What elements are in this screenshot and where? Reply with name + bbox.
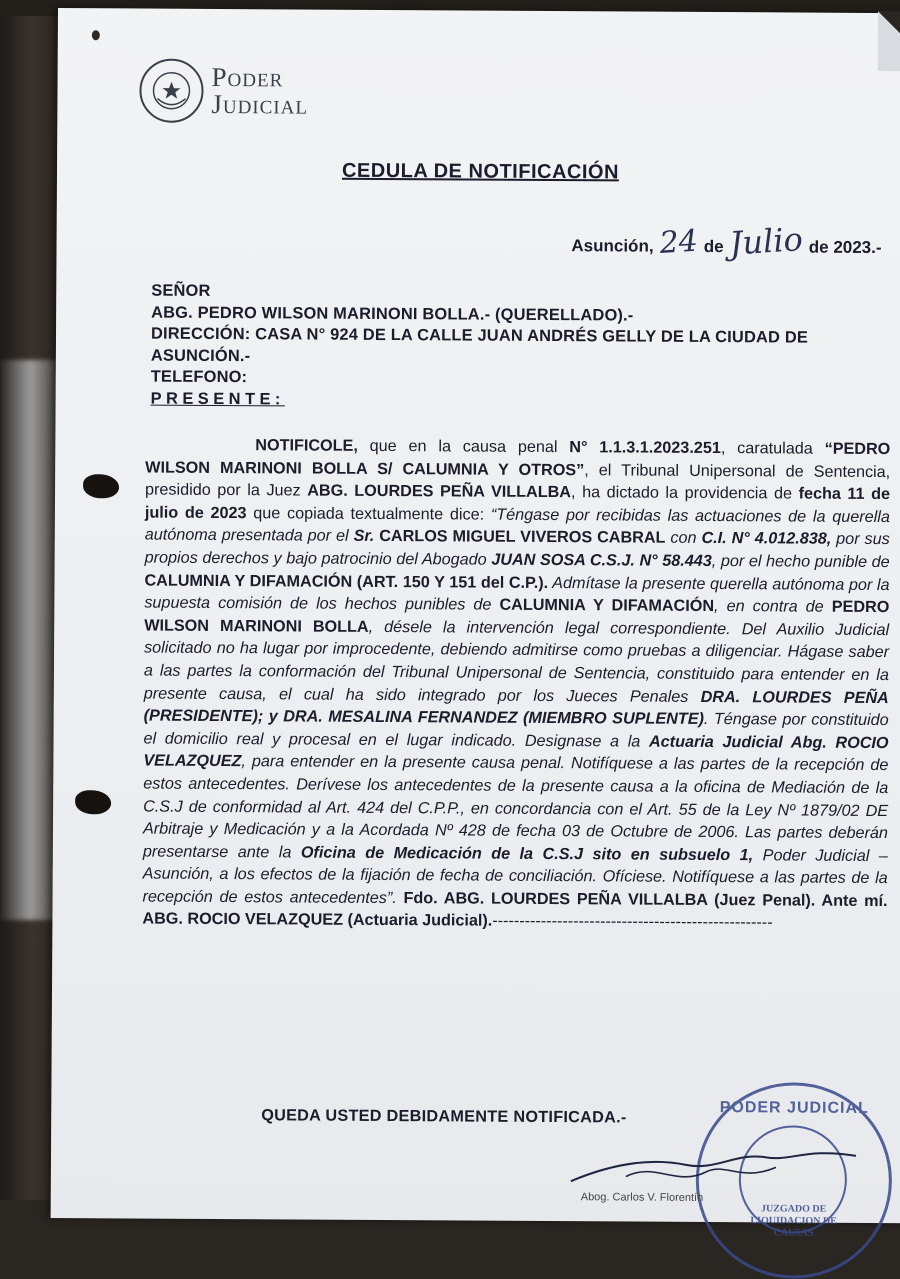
body-segment: CALUMNIA Y DIFAMACIÓN: [499, 595, 715, 616]
body-segment: Admítase la presente querella autónoma por la supuesta comisión de los hechos punibles de: [144, 573, 890, 614]
body-segment: PEDRO WILSON MARINONI BOLLA: [144, 597, 890, 636]
punch-hole: [75, 790, 111, 814]
addressee-presente: PRESENTE:: [150, 389, 285, 408]
document-sheet: [51, 8, 900, 1239]
body-segment: Sr.: [353, 527, 375, 546]
body-segment: CALUMNIA Y DIFAMACIÓN (ART. 150 Y 151 del C.P.).: [144, 571, 549, 592]
body-segment: Actuaria Judicial Abg. ROCIO VELAZQUEZ: [143, 732, 889, 771]
body-segment: NOTIFICOLE,: [255, 436, 358, 455]
body-segment: ABG. LOURDES PEÑA VILLALBA: [307, 481, 572, 502]
addressee-block: [151, 281, 892, 415]
addressee-salutation: SEÑOR: [151, 281, 211, 300]
closing-notice: QUEDA USTED DEBIDAMENTE NOTIFICADA.-: [261, 1106, 627, 1127]
body-segment: “PEDRO WILSON MARINONI BOLLA S/ CALUMNIA Y OTROS”: [145, 439, 891, 479]
stamp-bottom-text: JUZGADO DE LIQUIDACION DE CAUSAS: [750, 1203, 837, 1239]
handwritten-signature: [566, 1136, 866, 1198]
logo-line-2: Judicial: [211, 88, 309, 120]
date-city: Asunción,: [571, 236, 654, 256]
document-title: CEDULA DE NOTIFICACIÓN: [341, 159, 619, 184]
body-segment: N° 1.1.3.1.2023.251: [569, 438, 721, 458]
body-segment: Fdo. ABG. LOURDES PEÑA VILLALBA (Juez Penal). Ante mí. ABG. ROCIO VELAZQUEZ (Actuaria Judicial).: [142, 888, 888, 931]
body-segment: JUAN SOSA C.S.J. N° 58.443: [491, 550, 712, 570]
addressee-address: DIRECCIÓN: CASA N° 924 DE LA CALLE JUAN ANDRÉS GELLY DE LA CIUDAD DE ASUNCIÓN.-: [150, 324, 809, 365]
body-segment: fecha 11 de julio de 2023: [144, 484, 891, 522]
body-segment: , caratulada: [720, 439, 825, 458]
body-segment: “Téngase por recibidas las actuaciones de la querella autónoma presentada por el: [144, 505, 890, 546]
date-day-handwritten: 24: [658, 223, 699, 261]
notification-body: [142, 434, 890, 936]
folded-corner: [878, 11, 900, 71]
body-segment: , ha dictado la providencia de: [570, 483, 799, 503]
date-line: [571, 221, 881, 261]
body-segment: , el Tribunal Unipersonal de Sentencia, presidido por la Juez: [145, 460, 891, 500]
body-segment: CARLOS MIGUEL VIVEROS CABRAL: [374, 527, 666, 548]
poder-judicial-logo: [139, 58, 308, 123]
national-seal-icon: [139, 58, 203, 122]
body-segment: , para entender en la presente causa penal. Notifíquese a las partes de la recepción de estos antecedentes. Derívese los antecedentes de la presente causa a la oficina de Mediación de la C.S.J de conformidad al Art. 424 del C.P.P., en concordancia con el Art. 55 de la Ley Nº 1879/02 DE Arbitraje y Medicación y a la Acordada Nº 428 de fecha 03 de Octubre de 2006. Las partes deberán presentarse ante la: [142, 752, 889, 862]
body-segment: Poder Judicial – Asunción, a los efectos de la fijación de fecha de conciliación. Ofíciese. Notifíquese a las partes de la recepción de estos antecedentes”.: [142, 845, 888, 907]
signer-name: Abog. Carlos V. Florentín: [580, 1191, 704, 1204]
body-segment: por sus propios derechos y bajo patrocinio del Abogado: [144, 530, 890, 569]
body-segment: con: [665, 529, 702, 548]
body-segment: Oficina de Medicación de la C.S.J sito en subsuelo 1,: [300, 843, 754, 864]
body-segment: C.I. N° 4.012.838,: [701, 529, 832, 549]
body-segment: , por el hecho punible de: [711, 551, 890, 572]
light-glare: [0, 360, 60, 920]
addressee-phone: TELEFONO:: [150, 367, 248, 387]
date-month-handwritten: Julio: [728, 220, 804, 263]
body-segment: . Téngase por constituido el domicilio real y procesal en el lugar indicado. Designase a la: [143, 710, 889, 751]
ink-speck: [92, 30, 100, 40]
body-segment: , en contra de: [714, 597, 832, 616]
stamp-top-text: PODER JUDICIAL: [719, 1099, 869, 1117]
body-segment: que en la causa penal: [357, 436, 570, 457]
date-year: de 2023.-: [808, 237, 882, 258]
body-segment: que copiada textualmente dice:: [246, 503, 491, 524]
addressee-name: ABG. PEDRO WILSON MARINONI BOLLA.- (QUERELLADO).-: [151, 303, 634, 325]
punch-hole: [83, 474, 119, 498]
body-dashes: ----------------------------------------------------: [492, 912, 773, 932]
body-segment: DRA. LOURDES PEÑA (PRESIDENTE); y DRA. MESALINA FERNANDEZ (MIEMBRO SUPLENTE): [143, 687, 889, 729]
body-segment: , désele la intervención legal correspondiente. Del Auxilio Judicial solicitado no ha lugar por improcedente, debiendo admitirse como pruebas a diligenciar. Hágase saber a las partes la conformación del Tribunal Unipersonal de Sentencia, constituido para entender en la presente causa, el cual ha sido integrado por los Jueces Penales: [143, 617, 890, 706]
logo-wordmark: [211, 61, 309, 120]
logo-line-1: Poder: [211, 61, 284, 93]
date-de: de: [703, 236, 724, 257]
